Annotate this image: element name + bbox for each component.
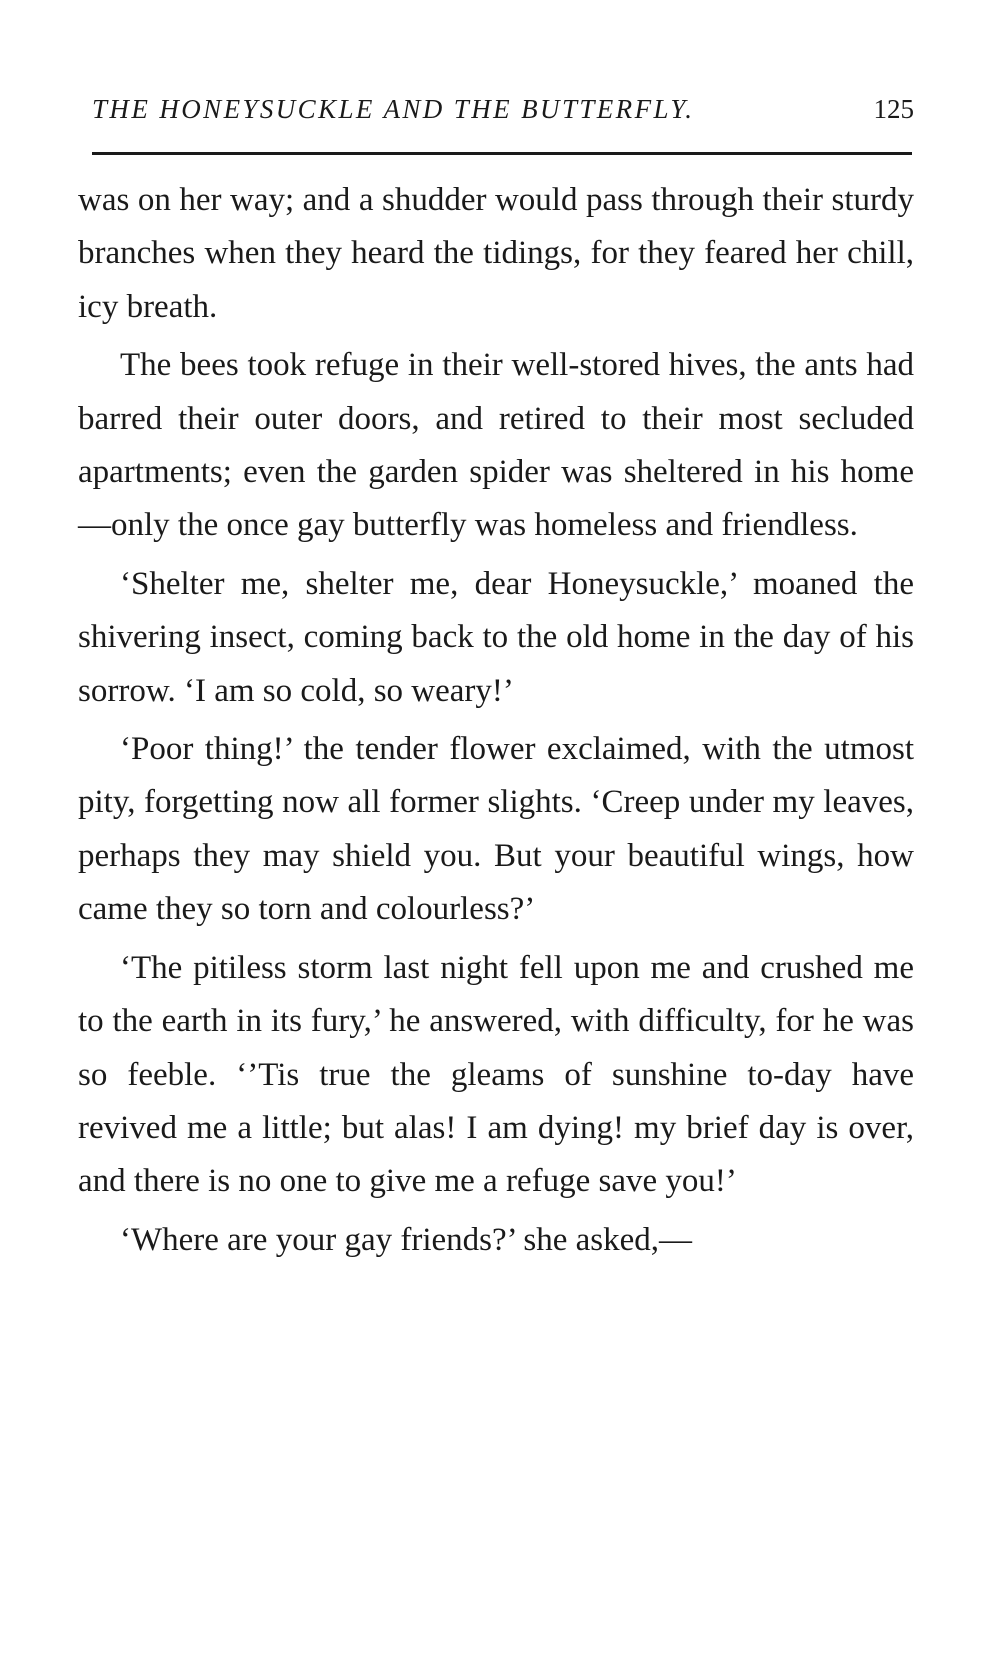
paragraph-pitiless-storm: ‘The pitiless storm last night fell upon me and crushed me to the earth in its fury,’ he answered, with difficulty, for he was so feeble. ‘’Tis true the gleams of sunshine to-day have revived me a little; but alas! I am dying! my brief day is over, and there is no one to give me a refuge save you!’ bbox=[78, 949, 914, 1200]
running-header bbox=[92, 92, 914, 132]
body-text bbox=[78, 174, 914, 1272]
running-title: THE HONEYSUCKLE AND THE BUTTERFLY. bbox=[92, 94, 695, 124]
paragraph-poor-thing: ‘Poor thing!’ the tender flower exclaimed, with the utmost pity, forgetting now all former slights. ‘Creep under my leaves, perhaps they may shield you. But your beautiful wings, how came they so torn and colourless?’ bbox=[78, 731, 914, 928]
header-rule bbox=[92, 152, 912, 155]
paragraph-gay-friends: ‘Where are your gay friends?’ she asked,— bbox=[120, 1221, 693, 1258]
page-number: 125 bbox=[873, 94, 914, 124]
paragraph-continued: was on her way; and a shudder would pass through their sturdy branches when they heard the tidings, for they feared her chill, icy breath. bbox=[78, 182, 914, 325]
paragraph-refuge: The bees took refuge in their well-stored hives, the ants had barred their outer doors, and retired to their most secluded apartments; even the garden spider was sheltered in his home—only the once gay butterfly was homeless and friendless. bbox=[78, 347, 914, 544]
paragraph-shelter-me: ‘Shelter me, shelter me, dear Honeysuckle,’ moaned the shivering insect, coming back to the old home in the day of his sorrow. ‘I am so cold, so weary!’ bbox=[78, 565, 914, 709]
